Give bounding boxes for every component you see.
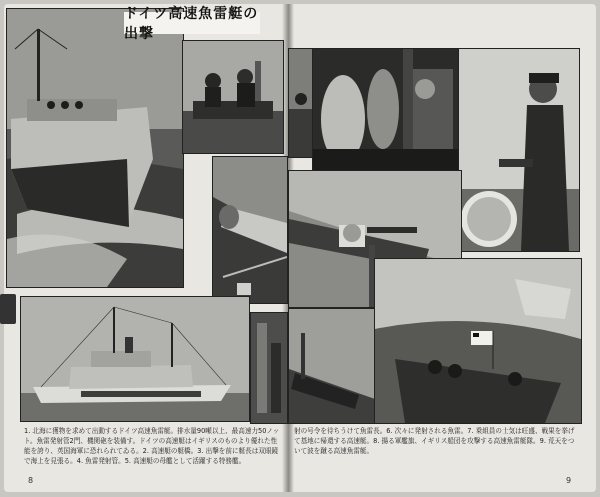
photo-torpedo-officer <box>312 48 462 172</box>
page-number-right: 9 <box>566 476 572 485</box>
caption-left: 1. 北海に獲物を求めて出動するドイツ高速魚雷艇。排水量90噸以上、最高速力50ノット。魚雷発射管2門、機関砲を装備す。ドイツの高速艇はイギリスのものより優れた性能を誇り、英国海軍に恐れられてゐる。2. 高速艇の艇橋。3. 出撃を前に艇長は双眼鏡で海上を見張る。4. 魚雷発射管。5. 高速艇の母艦として活躍する特務艦。 <box>24 427 280 465</box>
article-title-box <box>124 6 260 42</box>
photo-sailor-portrait <box>458 48 580 252</box>
photo-torpedo-tube <box>212 156 288 304</box>
photo-flotilla-war-ensign <box>374 258 582 424</box>
photo-torpedo-boat-underway <box>6 8 184 288</box>
page-number-left: 8 <box>28 476 34 485</box>
photo-depot-ship <box>20 296 250 422</box>
binding-clip <box>0 294 16 324</box>
photo-boat-returning <box>288 308 376 424</box>
photo-bridge-crew <box>182 40 284 154</box>
article-title: ドイツ高速魚雷艇の出撃 <box>124 6 259 42</box>
photo-deck-detail <box>250 312 288 424</box>
caption-right: 射の号令を待ちうけて魚雷長。6. 次々に発射される魚雷。7. 乗組員の士気は旺盛、戦果を挙げて基地に帰還する高速艇。8. 揚る軍艦旗、イギリス船団を攻撃する高速魚雷艇隊。9. 荒天をついて波を蹴る高速魚雷艇。 <box>294 427 575 455</box>
photo-gunner-on-bridge <box>288 48 314 158</box>
